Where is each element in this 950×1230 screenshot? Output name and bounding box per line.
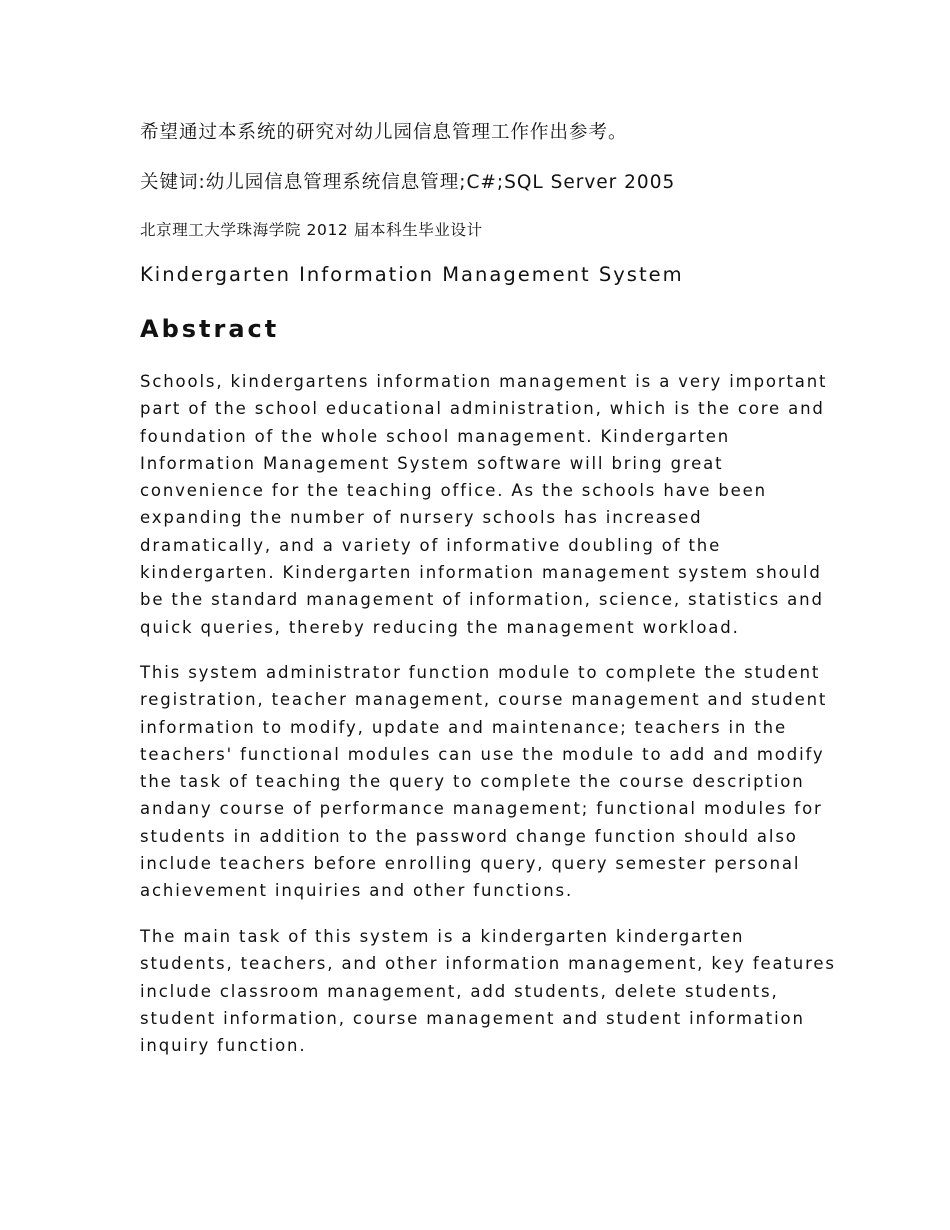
paragraph-line: part of the school educational administration, which is the core and <box>140 399 825 419</box>
abstract-heading: Abstract <box>140 315 280 343</box>
paragraph-line: Information Management System software will bring great <box>140 453 724 473</box>
paragraph-line: registration, teacher management, course management and student <box>140 690 828 710</box>
paragraph-line: dramatically, and a variety of informative doubling of the <box>140 535 722 555</box>
keywords-line: 关键词:幼儿园信息管理系统信息管理;C#;SQL Server 2005 <box>140 172 676 193</box>
paragraph-line: foundation of the whole school management. Kindergarten <box>140 426 731 446</box>
paragraph-line: kindergarten. Kindergarten information management system should <box>140 563 822 583</box>
paragraph-line: be the standard management of information, science, statistics and <box>140 590 824 610</box>
paragraph-line: andany course of performance management; functional modules for <box>140 799 823 819</box>
paragraph-line: students, teachers, and other information management, key features <box>140 954 836 974</box>
paragraph-line: information to modify, update and maintenance; teachers in the <box>140 717 787 737</box>
paragraph-line: inquiry function. <box>140 1036 307 1056</box>
paragraph-line: quick queries, thereby reducing the management workload. <box>140 617 740 637</box>
paragraph-line: achievement inquiries and other functions. <box>140 881 574 901</box>
paragraph-line: Schools, kindergartens information management is a very important <box>140 372 828 391</box>
paragraph-line: The main task of this system is a kindergarten kindergarten <box>140 927 745 946</box>
paragraph-line: students in addition to the password change function should also <box>140 826 798 846</box>
abstract-paragraph-3 <box>140 923 836 1059</box>
paragraph-line: student information, course management and student information <box>140 1008 805 1028</box>
paragraph-line: convenience for the teaching office. As the schools have been <box>140 481 767 501</box>
paragraph-line: teachers' functional modules can use the module to add and modify <box>140 744 825 764</box>
thesis-header-line: 北京理工大学珠海学院 2012 届本科生毕业设计 <box>140 221 483 239</box>
paragraph-line: expanding the number of nursery schools has increased <box>140 508 703 528</box>
paragraph-line: include teachers before enrolling query, query semester personal <box>140 854 801 874</box>
english-title: Kindergarten Information Management System <box>140 263 684 286</box>
abstract-paragraph-1 <box>140 368 828 641</box>
paragraph-line: This system administrator function module to complete the student <box>140 663 821 682</box>
paragraph-line: include classroom management, add students, delete students, <box>140 981 779 1001</box>
abstract-paragraph-2 <box>140 659 828 905</box>
paragraph-line: the task of teaching the query to complete the course description <box>140 772 805 792</box>
intro-line: 希望通过本系统的研究对幼儿园信息管理工作作出参考。 <box>140 122 628 143</box>
